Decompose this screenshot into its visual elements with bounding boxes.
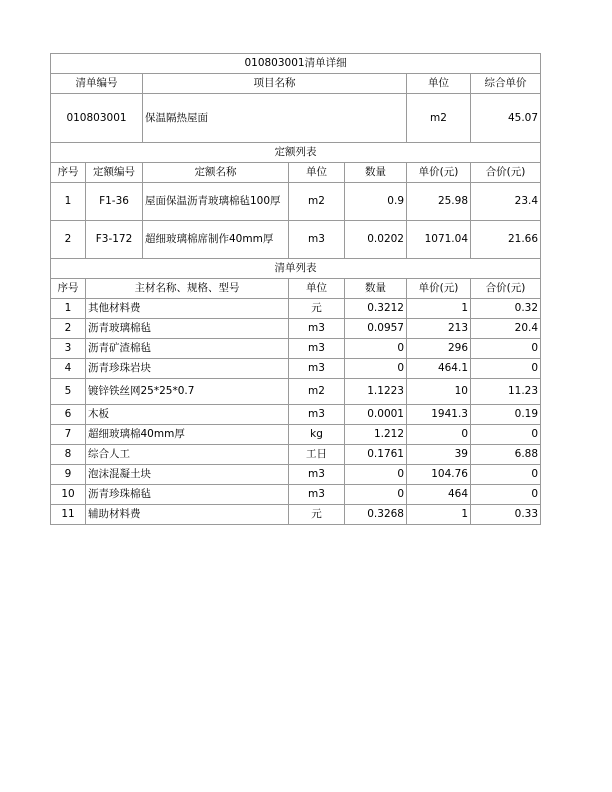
material-total: 0 [471, 465, 541, 485]
material-unit-price: 1941.3 [407, 405, 471, 425]
material-name: 其他材料费 [86, 299, 289, 319]
material-name: 超细玻璃棉40mm厚 [86, 425, 289, 445]
quota-header-no: 序号 [51, 163, 86, 183]
quota-unit: m2 [289, 183, 345, 221]
quota-header-qty: 数量 [345, 163, 407, 183]
quota-section-title: 定额列表 [51, 143, 541, 163]
material-unit-price: 1 [407, 299, 471, 319]
material-qty: 0.0001 [345, 405, 407, 425]
material-unit: 工日 [289, 445, 345, 465]
material-unit-price: 464 [407, 485, 471, 505]
material-header-no: 序号 [51, 279, 86, 299]
material-unit: 元 [289, 505, 345, 525]
material-name: 综合人工 [86, 445, 289, 465]
material-row [51, 379, 541, 405]
material-row [51, 465, 541, 485]
quota-header-name: 定额名称 [143, 163, 289, 183]
material-total: 11.23 [471, 379, 541, 405]
material-qty: 0 [345, 339, 407, 359]
quota-unit-price: 1071.04 [407, 221, 471, 259]
material-row [51, 319, 541, 339]
bill-name-header: 项目名称 [143, 74, 407, 94]
material-row [51, 299, 541, 319]
material-total: 0 [471, 425, 541, 445]
material-name: 沥青矿渣棉毡 [86, 339, 289, 359]
material-name: 泡沫混凝土块 [86, 465, 289, 485]
material-unit: 元 [289, 299, 345, 319]
quota-header-unit-price: 单价(元) [407, 163, 471, 183]
material-unit-price: 464.1 [407, 359, 471, 379]
material-no: 7 [51, 425, 86, 445]
quota-no: 1 [51, 183, 86, 221]
quota-unit: m3 [289, 221, 345, 259]
quota-row [51, 221, 541, 259]
quota-qty: 0.0202 [345, 221, 407, 259]
bill-detail-table [50, 53, 541, 525]
material-no: 8 [51, 445, 86, 465]
material-qty: 0.3268 [345, 505, 407, 525]
material-name: 辅助材料费 [86, 505, 289, 525]
material-unit-price: 1 [407, 505, 471, 525]
material-unit: m2 [289, 379, 345, 405]
material-row [51, 485, 541, 505]
material-unit: m3 [289, 339, 345, 359]
material-unit: m3 [289, 359, 345, 379]
material-unit: m3 [289, 485, 345, 505]
material-total: 0 [471, 485, 541, 505]
bill-code-header: 清单编号 [51, 74, 143, 94]
sheet-title: 010803001清单详细 [51, 54, 541, 74]
material-total: 0 [471, 359, 541, 379]
bill-price: 45.07 [471, 94, 541, 143]
material-qty: 0 [345, 465, 407, 485]
material-no: 10 [51, 485, 86, 505]
material-unit: kg [289, 425, 345, 445]
material-total: 0 [471, 339, 541, 359]
material-name: 沥青珍珠棉毡 [86, 485, 289, 505]
material-unit-price: 213 [407, 319, 471, 339]
material-unit-price: 10 [407, 379, 471, 405]
material-row [51, 445, 541, 465]
material-no: 4 [51, 359, 86, 379]
bill-price-header: 综合单价 [471, 74, 541, 94]
material-header-unit: 单位 [289, 279, 345, 299]
material-row [51, 425, 541, 445]
bill-unit-header: 单位 [407, 74, 471, 94]
quota-code: F1-36 [86, 183, 143, 221]
material-no: 5 [51, 379, 86, 405]
material-qty: 0 [345, 359, 407, 379]
material-unit: m3 [289, 465, 345, 485]
quota-total: 21.66 [471, 221, 541, 259]
material-name: 木板 [86, 405, 289, 425]
material-name: 沥青玻璃棉毡 [86, 319, 289, 339]
material-total: 0.32 [471, 299, 541, 319]
material-name: 镀锌铁丝网25*25*0.7 [86, 379, 289, 405]
material-row [51, 359, 541, 379]
quota-header-code: 定额编号 [86, 163, 143, 183]
material-unit: m3 [289, 405, 345, 425]
material-no: 6 [51, 405, 86, 425]
material-qty: 0.1761 [345, 445, 407, 465]
quota-header-unit: 单位 [289, 163, 345, 183]
quota-name: 超细玻璃棉席制作40mm厚 [143, 221, 289, 259]
material-no: 3 [51, 339, 86, 359]
material-header-unit-price: 单价(元) [407, 279, 471, 299]
material-unit-price: 296 [407, 339, 471, 359]
material-section-title: 清单列表 [51, 259, 541, 279]
quota-qty: 0.9 [345, 183, 407, 221]
material-name: 沥青珍珠岩块 [86, 359, 289, 379]
bill-name: 保温隔热屋面 [143, 94, 407, 143]
quota-row [51, 183, 541, 221]
material-header-total: 合价(元) [471, 279, 541, 299]
material-row [51, 505, 541, 525]
material-unit-price: 0 [407, 425, 471, 445]
quota-name: 屋面保温沥青玻璃棉毡100厚 [143, 183, 289, 221]
material-header-name: 主材名称、规格、型号 [86, 279, 289, 299]
material-total: 20.4 [471, 319, 541, 339]
material-qty: 0.0957 [345, 319, 407, 339]
material-unit-price: 104.76 [407, 465, 471, 485]
quota-total: 23.4 [471, 183, 541, 221]
quota-unit-price: 25.98 [407, 183, 471, 221]
material-no: 2 [51, 319, 86, 339]
material-row [51, 405, 541, 425]
material-unit: m3 [289, 319, 345, 339]
material-qty: 1.212 [345, 425, 407, 445]
material-qty: 0 [345, 485, 407, 505]
material-qty: 1.1223 [345, 379, 407, 405]
bill-unit: m2 [407, 94, 471, 143]
material-row [51, 339, 541, 359]
material-no: 11 [51, 505, 86, 525]
material-total: 0.33 [471, 505, 541, 525]
material-unit-price: 39 [407, 445, 471, 465]
material-total: 0.19 [471, 405, 541, 425]
material-no: 1 [51, 299, 86, 319]
bill-code: 010803001 [51, 94, 143, 143]
quota-header-total: 合价(元) [471, 163, 541, 183]
material-no: 9 [51, 465, 86, 485]
material-header-qty: 数量 [345, 279, 407, 299]
material-total: 6.88 [471, 445, 541, 465]
quota-code: F3-172 [86, 221, 143, 259]
quota-no: 2 [51, 221, 86, 259]
material-qty: 0.3212 [345, 299, 407, 319]
